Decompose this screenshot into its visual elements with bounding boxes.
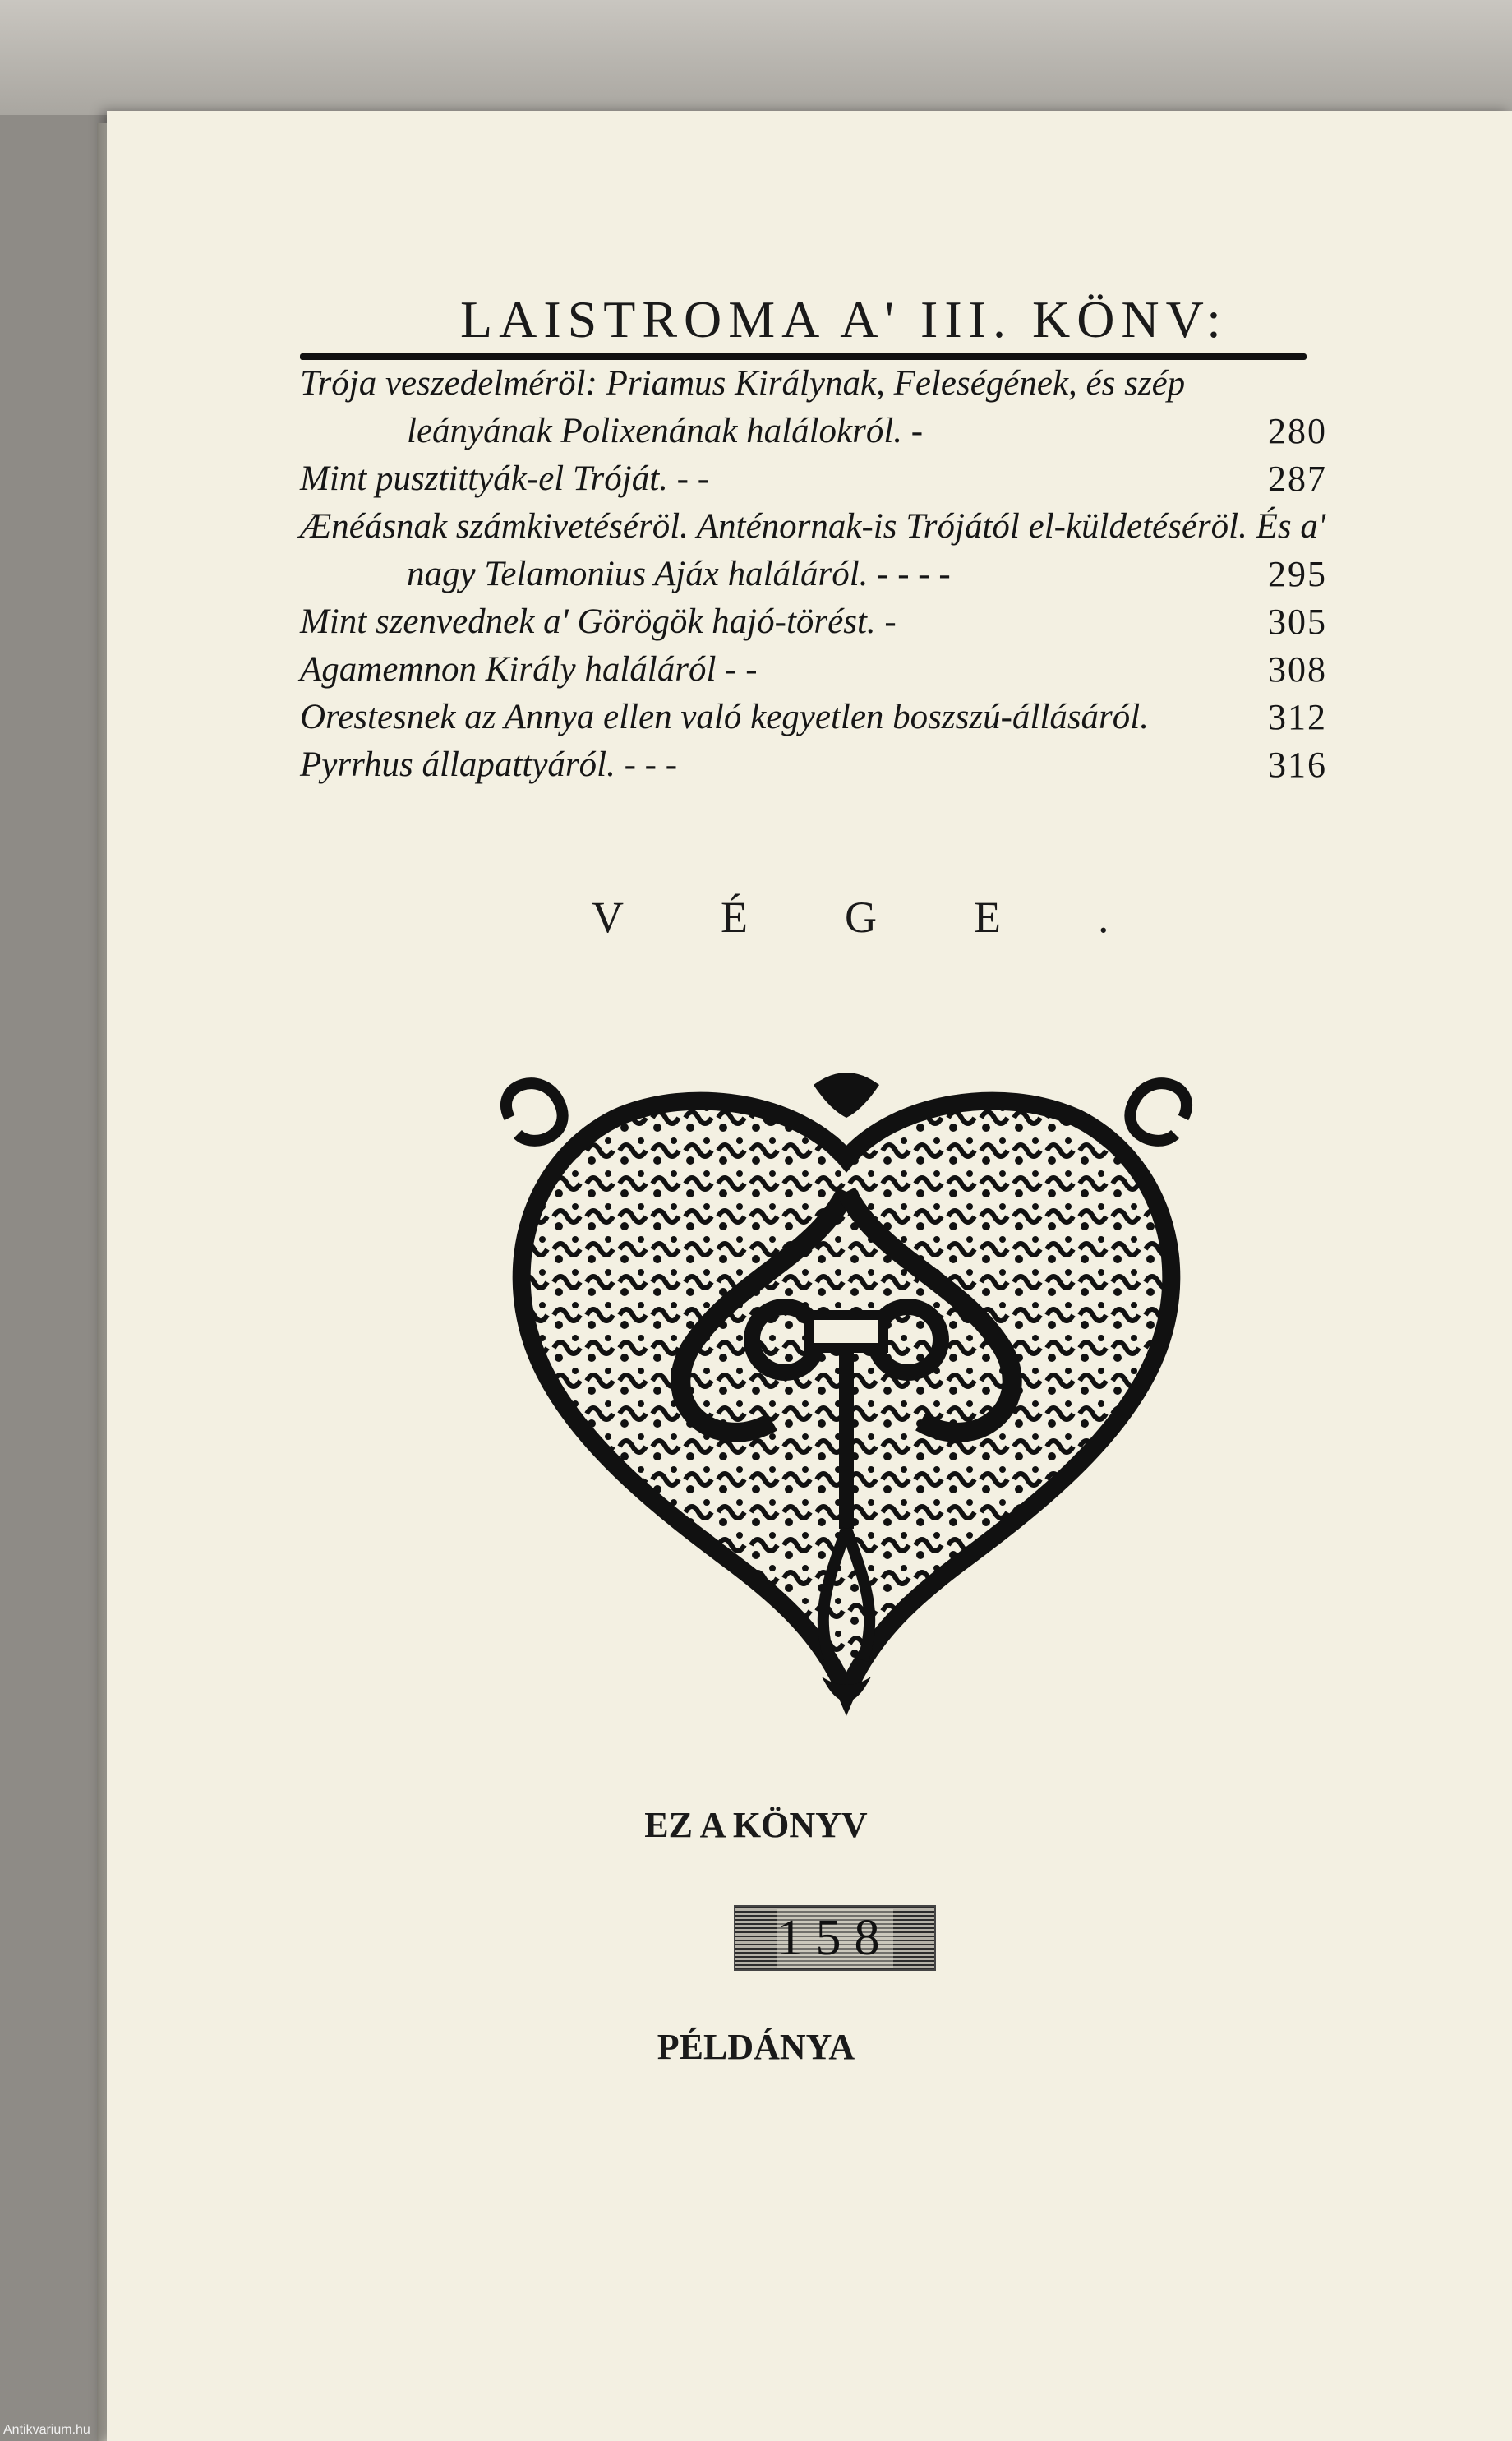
toc-entry-page: 295	[1268, 554, 1327, 594]
toc-entry-text: Agamemnon Király haláláról - -	[300, 650, 758, 689]
toc-entry-text: Orestesnek az Annya ellen való kegyetlen boszszú-állásáról.	[300, 698, 1149, 736]
toc-entry-text: Trója veszedelméröl: Priamus Királynak, Feleségének, és szép leányának Polixenának halálokról. -	[300, 364, 1186, 450]
edition-line-2: PÉLDÁNYA	[657, 2027, 855, 2067]
toc-entry-page: 305	[1268, 602, 1327, 642]
toc-entry-text: Ænéásnak számkivetéséröl. Anténornak-is Trójától el-küldetéséröl. És a' nagy Telamonius Ajáx haláláról. - - - -	[300, 507, 1326, 593]
table-of-contents	[300, 360, 1327, 789]
toc-entry-text: Pyrrhus állapattyáról. - - -	[300, 745, 678, 784]
edition-line-1: EZ A KÖNYV	[644, 1805, 868, 1845]
watermark: Antikvarium.hu	[3, 2423, 90, 2437]
copy-number-box	[734, 1905, 936, 1971]
heading-rule	[300, 353, 1307, 360]
background-top	[0, 0, 1512, 115]
toc-entry-page: 280	[1268, 411, 1327, 451]
toc-heading: LAISTROMA A' III. KÖNV:	[460, 290, 1228, 348]
toc-entry	[300, 360, 1327, 455]
toc-entry-page: 308	[1268, 649, 1327, 690]
toc-entry	[300, 694, 1327, 741]
toc-entry-page: 316	[1268, 745, 1327, 785]
copy-number: 158	[777, 1909, 893, 1966]
toc-entry-text: Mint szenvednek a' Görögök hajó-törést. -	[300, 602, 897, 641]
end-word: VÉGE.	[592, 893, 1206, 942]
toc-entry-page: 312	[1268, 697, 1327, 737]
heart-ornament-icon	[485, 1068, 1208, 1718]
toc-entry	[300, 646, 1327, 694]
toc-entry	[300, 598, 1327, 646]
toc-entry-page: 287	[1268, 459, 1327, 499]
toc-entry-text: Mint pusztittyák-el Tróját. - -	[300, 459, 710, 498]
toc-entry	[300, 503, 1327, 598]
toc-entry	[300, 741, 1327, 789]
toc-entry	[300, 455, 1327, 503]
